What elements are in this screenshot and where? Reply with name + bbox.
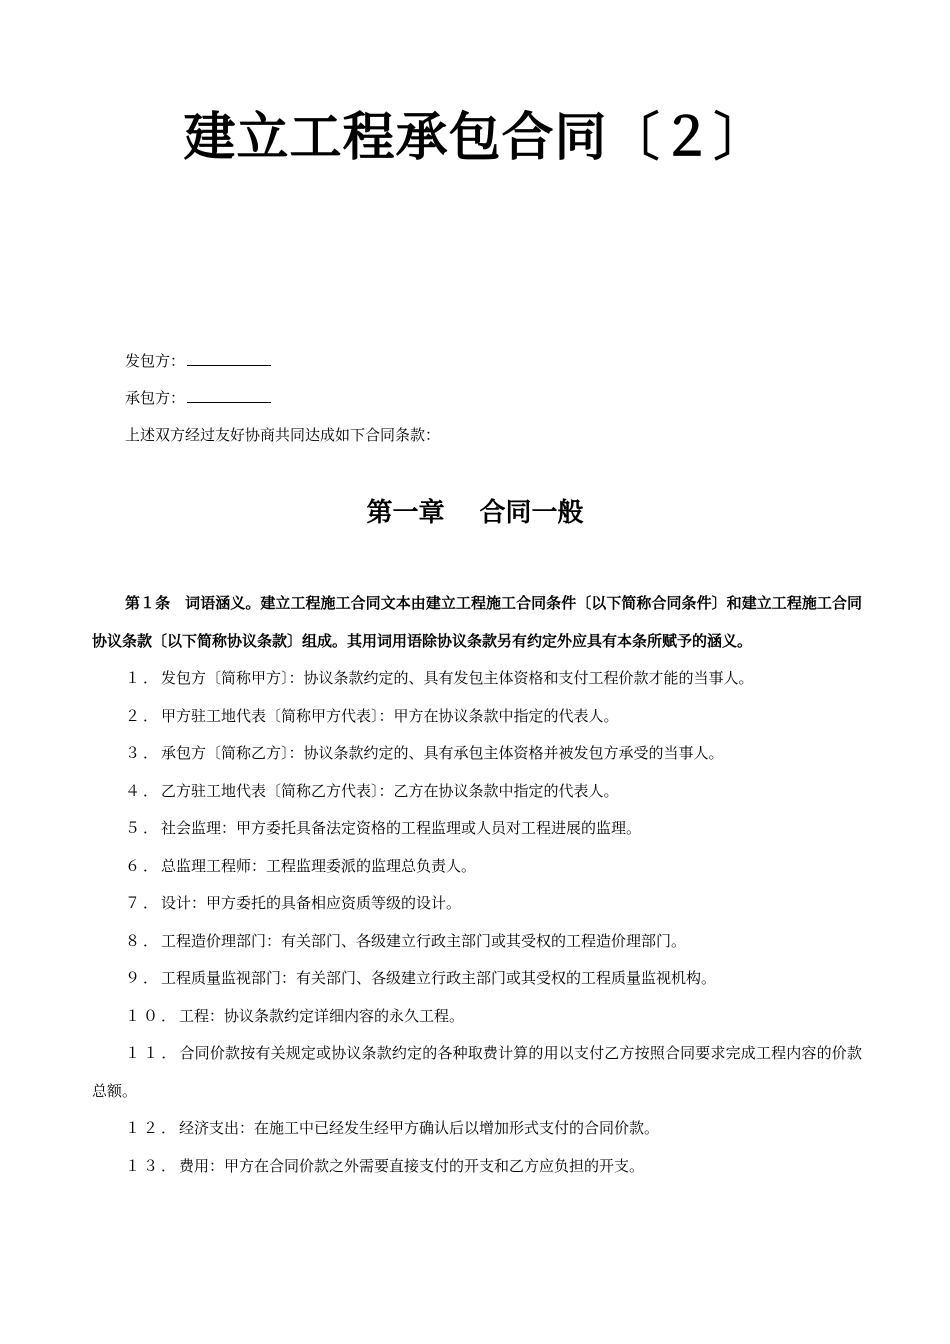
list-item bbox=[92, 848, 862, 886]
list-item bbox=[92, 1148, 862, 1186]
list-item bbox=[92, 698, 862, 736]
item-text: 总监理工程师：工程监理委派的监理总负责人。 bbox=[161, 856, 477, 875]
item-number: １０． bbox=[125, 1006, 180, 1025]
list-item bbox=[92, 773, 862, 811]
item-number: １． bbox=[125, 669, 162, 687]
item-number: ４． bbox=[125, 781, 162, 800]
item-text: 设计：甲方委托的具备相应资质等级的设计。 bbox=[161, 894, 462, 912]
contractor-label: 承包方： bbox=[125, 389, 186, 407]
article-1: 第１条 词语涵义。建立工程施工合同文本由建立工程施工合同条件〔以下简称合同条件〕和建立工程施工合同协议条款〔以下简称协议条款〕组成。其用词用语除协议条款另有约定外应具有本条所赋予的涵义。 bbox=[92, 594, 862, 650]
item-number: １２． bbox=[125, 1119, 180, 1137]
item-number: ２． bbox=[125, 706, 162, 725]
item-text: 合同价款按有关规定或协议条款约定的各种取费计算的用以支付乙方按照合同要求完成工程内容的价款总额。 bbox=[92, 1044, 862, 1100]
item-number: ７． bbox=[125, 894, 162, 912]
item-number: ３． bbox=[125, 744, 162, 762]
item-number: ９． bbox=[125, 969, 162, 987]
list-item bbox=[92, 810, 862, 848]
item-number: １１． bbox=[125, 1044, 180, 1062]
contract-body bbox=[92, 585, 862, 1185]
list-item bbox=[92, 1110, 862, 1148]
employer-blank bbox=[187, 351, 271, 366]
document-title: 建立工程承包合同〔２〕 bbox=[183, 108, 767, 168]
item-text: 工程质量监视部门：有关部门、各级建立行政主部门或其受权的工程质量监视机构。 bbox=[161, 969, 717, 987]
item-number: １３． bbox=[125, 1156, 180, 1175]
list-item bbox=[92, 960, 862, 998]
item-text: 工程造价理部门：有关部门、各级建立行政主部门或其受权的工程造价理部门。 bbox=[161, 931, 687, 950]
list-item bbox=[92, 923, 862, 961]
item-text: 甲方驻工地代表〔简称甲方代表〕：甲方在协议条款中指定的代表人。 bbox=[161, 706, 619, 725]
list-item bbox=[92, 1035, 862, 1110]
list-item bbox=[92, 735, 862, 773]
employer-label: 发包方： bbox=[125, 352, 186, 370]
item-text: 费用：甲方在合同价款之外需要直接支付的开支和乙方应负担的开支。 bbox=[179, 1156, 645, 1175]
item-number: ６． bbox=[125, 856, 162, 875]
item-text: 乙方驻工地代表〔简称乙方代表〕：乙方在协议条款中指定的代表人。 bbox=[161, 781, 619, 800]
item-text: 发包方〔简称甲方〕：协议条款约定的、具有发包主体资格和支付工程价款才能的当事人。 bbox=[161, 669, 754, 687]
item-text: 社会监理：甲方委托具备法定资格的工程监理或人员对工程进展的监理。 bbox=[161, 819, 642, 837]
agreement-text: 上述双方经过友好协商共同达成如下合同条款： bbox=[125, 426, 441, 444]
contractor-blank bbox=[187, 388, 271, 403]
item-number: ８． bbox=[125, 931, 162, 950]
party-block bbox=[125, 343, 440, 454]
item-text: 工程：协议条款约定详细内容的永久工程。 bbox=[179, 1006, 465, 1025]
employer-line bbox=[125, 343, 440, 380]
list-item bbox=[92, 885, 862, 923]
item-text: 承包方〔简称乙方〕：协议条款约定的、具有承包主体资格并被发包方承受的当事人。 bbox=[161, 744, 724, 762]
contractor-line bbox=[125, 380, 440, 417]
item-text: 经济支出：在施工中已经发生经甲方确认后以增加形式支付的合同价款。 bbox=[179, 1119, 660, 1137]
list-item bbox=[92, 998, 862, 1036]
item-number: ５． bbox=[125, 819, 162, 837]
chapter-title: 第一章 合同一般 bbox=[366, 498, 584, 528]
list-item bbox=[92, 660, 862, 698]
